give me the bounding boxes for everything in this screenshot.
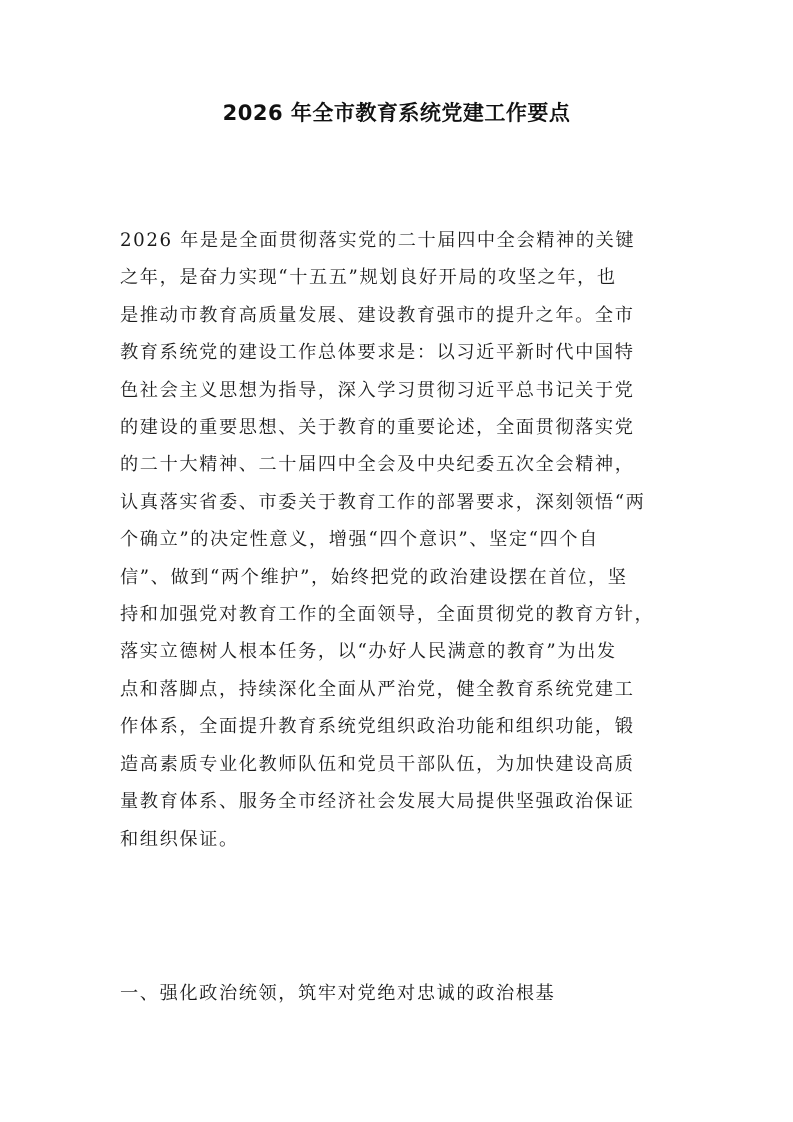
intro-paragraph [120, 222, 675, 858]
paragraph-line: 信”、做到“两个维护”，始终把党的政治建设摆在首位，坚 [120, 566, 628, 588]
section-heading: 一、强化政治统领，筑牢对党绝对忠诚的政治根基 [120, 983, 556, 1004]
paragraph-line: 造高素质专业化教师队伍和党员干部队伍，为加快建设高质 [120, 753, 635, 775]
paragraph-line: 认真落实省委、市委关于教育工作的部署要求，深刻领悟“两 [120, 491, 646, 513]
paragraph-line: 之年，是奋力实现“十五五”规划良好开局的攻坚之年，也 [120, 267, 617, 289]
paragraph-line: 的建设的重要思想、关于教育的重要论述，全面贯彻落实党 [120, 417, 635, 439]
paragraph-line: 是推动市教育高质量发展、建设教育强市的提升之年。全市 [120, 304, 635, 326]
document-title: 2026 年全市教育系统党建工作要点 [222, 101, 571, 125]
paragraph-line: 作体系，全面提升教育系统党组织政治功能和组织功能，锻 [120, 716, 635, 738]
paragraph-line: 量教育体系、服务全市经济社会发展大局提供坚强政治保证 [120, 791, 635, 813]
paragraph-line: 和组织保证。 [120, 828, 239, 850]
paragraph-line: 色社会主义思想为指导，深入学习贯彻习近平总书记关于党 [120, 379, 635, 401]
paragraph-line: 2026 年是是全面贯彻落实党的二十届四中全会精神的关键 [120, 230, 636, 251]
paragraph-line: 落实立德树人根本任务，以“办好人民满意的教育”为出发 [120, 641, 617, 663]
paragraph-line: 个确立”的决定性意义，增强“四个意识”、坚定“四个自 [120, 529, 599, 551]
paragraph-line: 的二十大精神、二十届四中全会及中央纪委五次全会精神， [120, 454, 635, 476]
paragraph-line: 教育系统党的建设工作总体要求是：以习近平新时代中国特 [120, 342, 635, 364]
paragraph-line: 点和落脚点，持续深化全面从严治党，健全教育系统党建工 [120, 678, 635, 700]
paragraph-line: 持和加强党对教育工作的全面领导，全面贯彻党的教育方针， [120, 604, 655, 626]
